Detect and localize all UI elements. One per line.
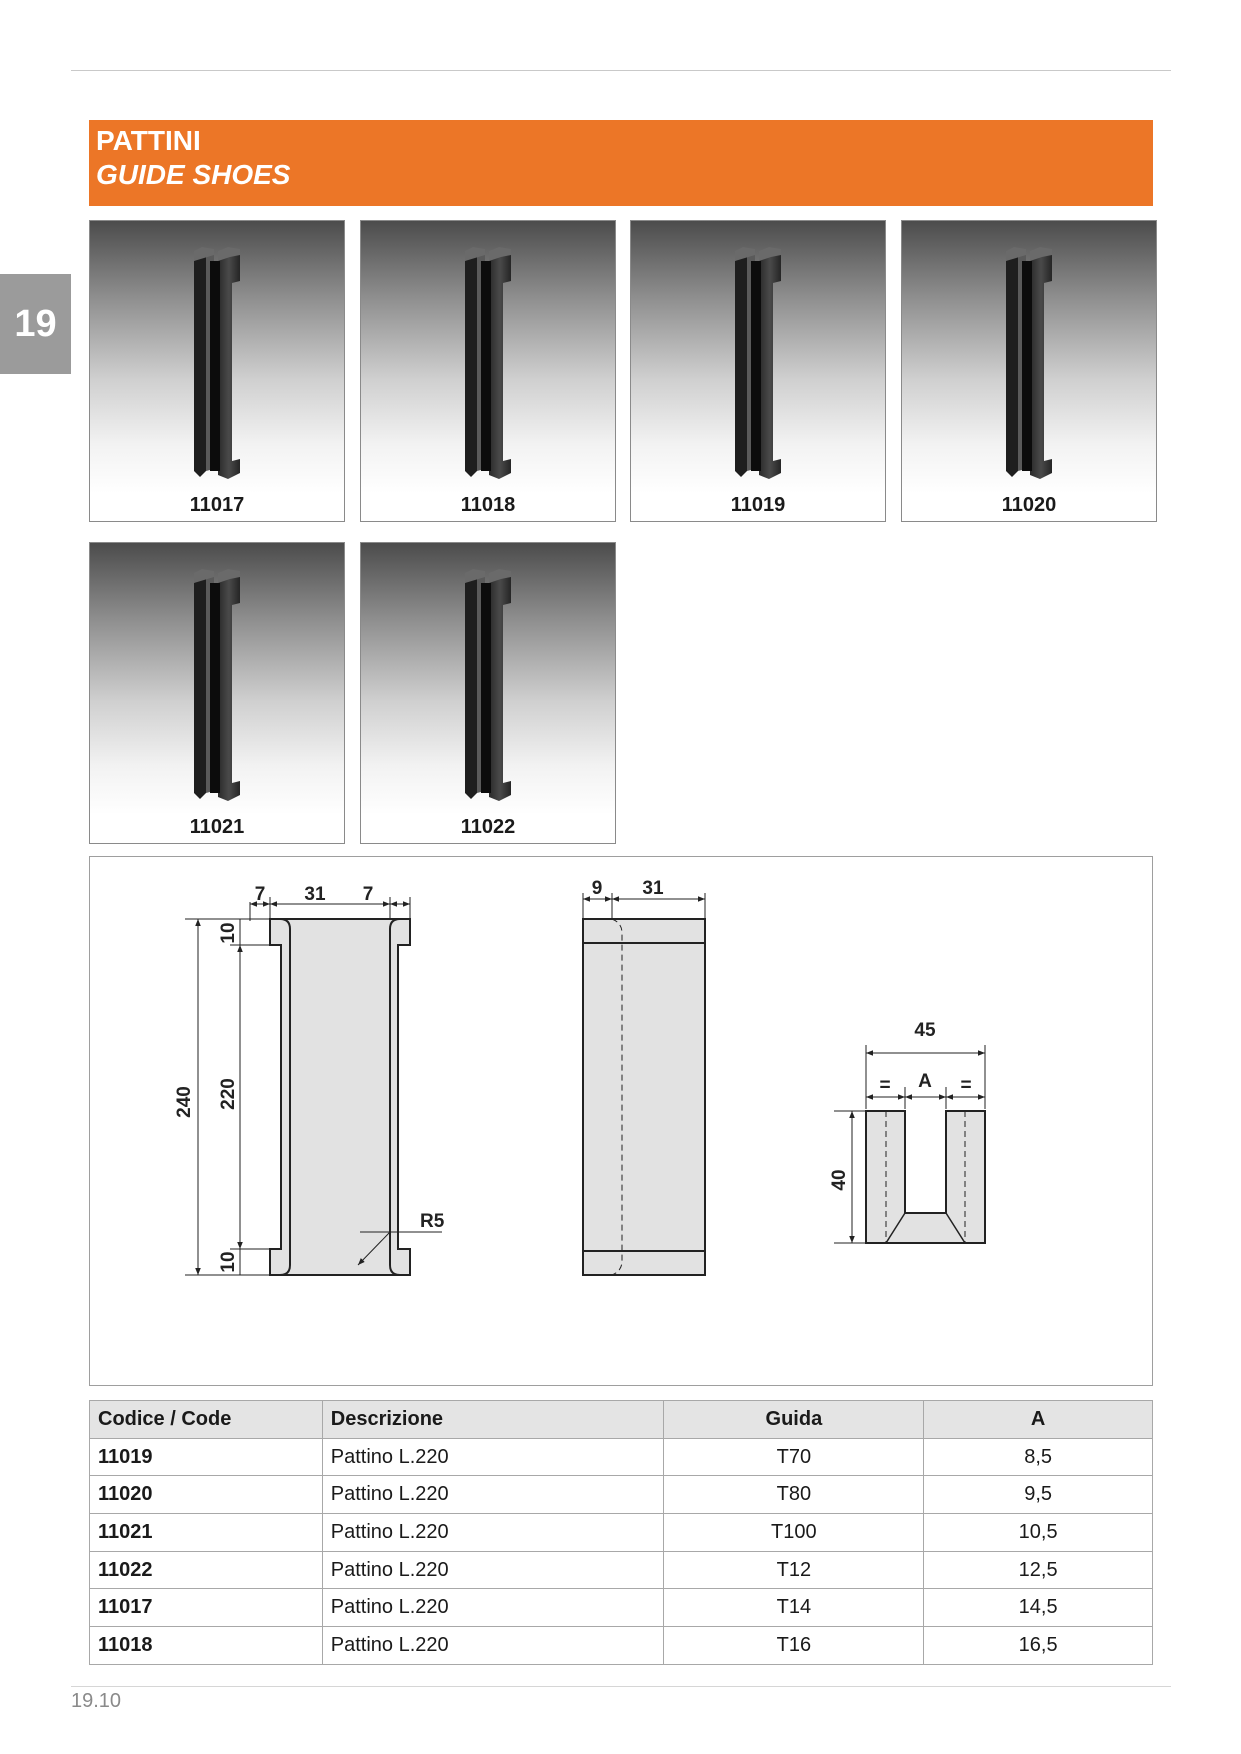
- dim-section-height: 40: [829, 1169, 850, 1191]
- dim-radius: R5: [420, 1211, 445, 1232]
- cell-guide: T100: [664, 1514, 924, 1552]
- table-header-row: [90, 1401, 1153, 1439]
- product-card: [89, 220, 345, 522]
- guide-shoe-illustration: [902, 221, 1156, 493]
- table-row: [90, 1438, 1153, 1476]
- table-row: [90, 1589, 1153, 1627]
- product-photo: [90, 221, 344, 493]
- dim-section-equal-left: =: [879, 1075, 891, 1096]
- header-guide: Guida: [664, 1401, 924, 1439]
- dim-side-left: 9: [591, 878, 603, 899]
- cell-description: Pattino L.220: [322, 1476, 664, 1514]
- side-view: [583, 893, 705, 1275]
- cell-a: 8,5: [924, 1438, 1153, 1476]
- dim-top-slot: 10: [218, 922, 239, 944]
- page-number: 19.10: [71, 1690, 122, 1712]
- product-photo: [361, 221, 615, 493]
- cell-code: 11019: [90, 1438, 323, 1476]
- dim-top-right: 7: [362, 884, 374, 905]
- product-card: [360, 220, 616, 522]
- cell-code: 11018: [90, 1627, 323, 1665]
- product-code: 11020: [1001, 494, 1057, 516]
- product-photo: [361, 543, 615, 815]
- cell-description: Pattino L.220: [322, 1438, 664, 1476]
- guide-shoe-illustration: [90, 221, 344, 493]
- section-number: 19: [14, 302, 57, 345]
- guide-shoe-illustration: [361, 221, 615, 493]
- product-code: 11018: [460, 494, 516, 516]
- header-description: Descrizione: [322, 1401, 664, 1439]
- product-card: [901, 220, 1157, 522]
- cell-code: 11021: [90, 1514, 323, 1552]
- technical-drawing: [89, 856, 1153, 1386]
- header-a: A: [924, 1401, 1153, 1439]
- guide-shoe-illustration: [90, 543, 344, 815]
- cell-a: 12,5: [924, 1551, 1153, 1589]
- cell-description: Pattino L.220: [322, 1627, 664, 1665]
- cell-a: 14,5: [924, 1589, 1153, 1627]
- cell-guide: T80: [664, 1476, 924, 1514]
- product-code: 11017: [189, 494, 245, 516]
- cell-code: 11017: [90, 1589, 323, 1627]
- guide-shoe-illustration: [631, 221, 885, 493]
- table-row: [90, 1627, 1153, 1665]
- dim-inner-height: 220: [218, 1078, 239, 1110]
- dim-side-right: 31: [642, 878, 664, 899]
- drawing-svg: [90, 857, 1152, 1385]
- cell-a: 16,5: [924, 1627, 1153, 1665]
- title-english: GUIDE SHOES: [96, 159, 291, 190]
- dim-top-left: 7: [254, 884, 266, 905]
- spec-table: [89, 1400, 1153, 1665]
- cell-description: Pattino L.220: [322, 1514, 664, 1552]
- product-code: 11019: [730, 494, 786, 516]
- dim-section-equal-right: =: [960, 1075, 972, 1096]
- cell-description: Pattino L.220: [322, 1589, 664, 1627]
- product-photo: [90, 543, 344, 815]
- table-row: [90, 1476, 1153, 1514]
- dim-bottom-slot: 10: [218, 1251, 239, 1273]
- table-row: [90, 1551, 1153, 1589]
- product-photo: [631, 221, 885, 493]
- dim-section-width: 45: [914, 1020, 936, 1041]
- cell-guide: T14: [664, 1589, 924, 1627]
- dim-total-height: 240: [174, 1086, 195, 1118]
- product-code: 11021: [189, 816, 245, 838]
- cell-guide: T16: [664, 1627, 924, 1665]
- bottom-rule: [71, 1686, 1171, 1687]
- table-row: [90, 1514, 1153, 1552]
- dim-top-mid: 31: [304, 884, 326, 905]
- cell-code: 11022: [90, 1551, 323, 1589]
- product-photo: [902, 221, 1156, 493]
- product-card: [89, 542, 345, 844]
- title-italian: PATTINI: [96, 125, 201, 156]
- cell-guide: T70: [664, 1438, 924, 1476]
- product-code: 11022: [460, 816, 516, 838]
- guide-shoe-illustration: [361, 543, 615, 815]
- cell-code: 11020: [90, 1476, 323, 1514]
- product-card: [360, 542, 616, 844]
- cell-a: 9,5: [924, 1476, 1153, 1514]
- cell-description: Pattino L.220: [322, 1551, 664, 1589]
- product-card: [630, 220, 886, 522]
- header-code: Codice / Code: [90, 1401, 323, 1439]
- section-tab: [0, 274, 71, 374]
- dim-section-slot: A: [918, 1071, 932, 1092]
- title-band: [89, 120, 1153, 206]
- cell-guide: T12: [664, 1551, 924, 1589]
- cell-a: 10,5: [924, 1514, 1153, 1552]
- top-rule: [71, 70, 1171, 71]
